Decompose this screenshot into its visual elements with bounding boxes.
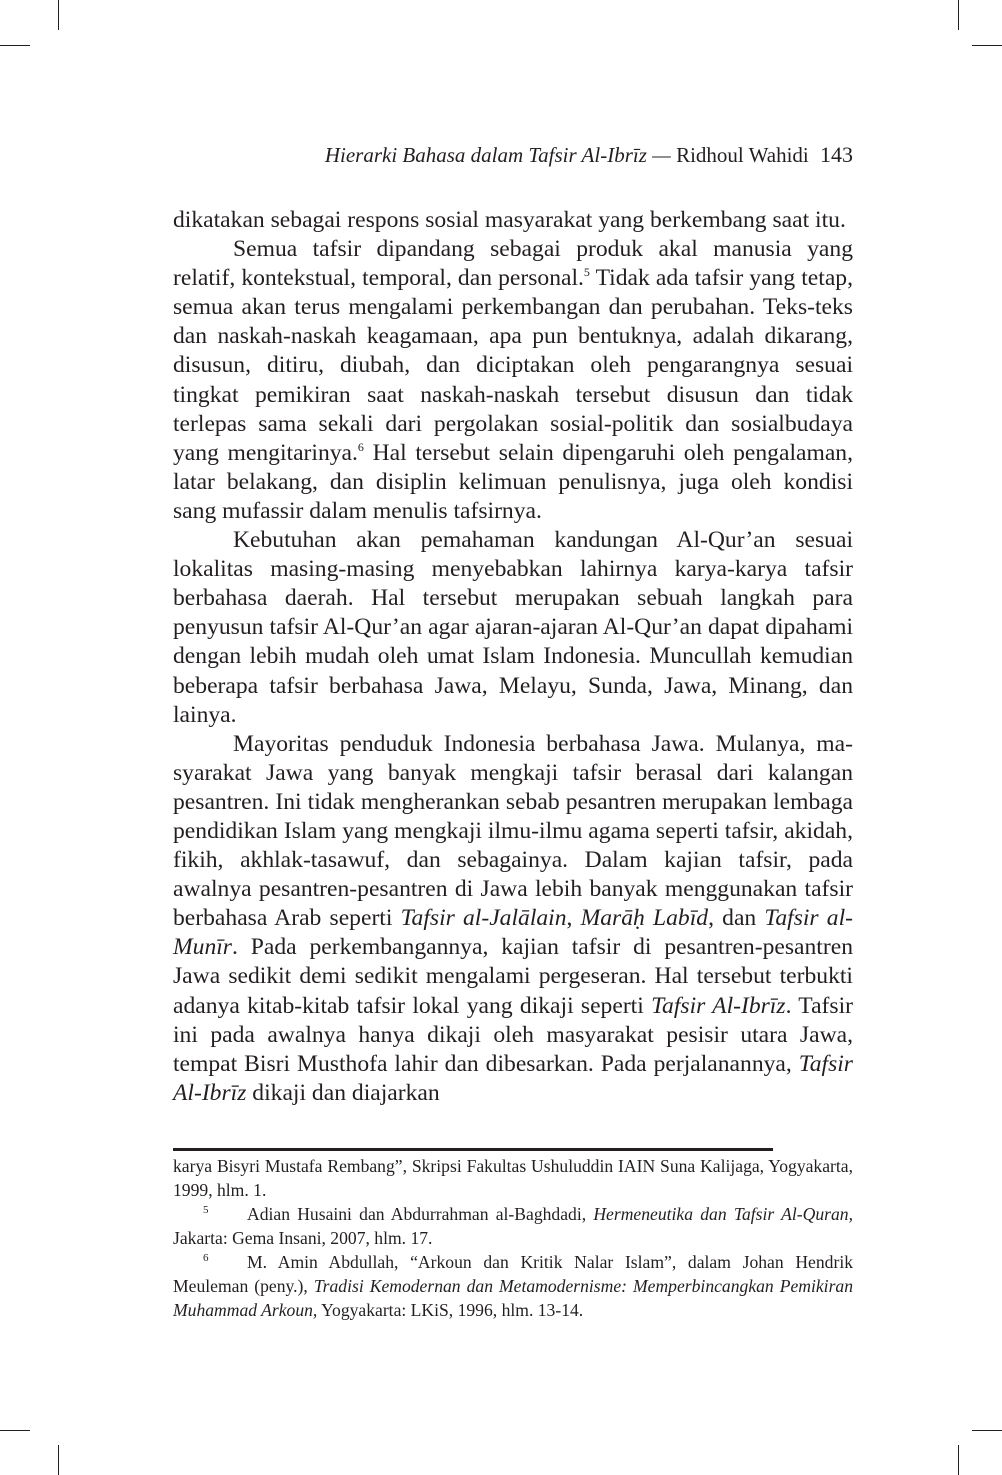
running-head-title: Hierarki Bahasa dalam Tafsir Al-Ibrīz —: [324, 143, 671, 167]
paragraph-4-text-c: , dan: [708, 905, 765, 932]
running-head-author: Ridhoul Wahidi: [676, 143, 809, 167]
footnote-ref-5: 5: [583, 265, 590, 280]
paragraph-4-text-b: ,: [566, 905, 581, 932]
paragraph-1: dikatakan sebagai respons sosial masyarakat yang berkembang saat itu.: [173, 207, 846, 233]
paragraph-2-text-a: Semua tafsir dipandang sebagai produk akal manusia yang relatif, kontekstual, temporal, dan personal.: [173, 236, 853, 292]
paragraph-2: [173, 235, 853, 526]
body-text: [173, 206, 853, 1108]
book-title-munir: Tafsir al-Munīr: [173, 905, 853, 961]
footnote-ref-6: 6: [357, 439, 364, 454]
paragraph-4-text-d: . Pada perkembangannya, kajian tafsir di pesantren-pesantren Jawa sedikit demi sedikit mengalami pergeseran. Hal tersebut terbukti adanya kitab-kitab tafsir lokal yang dikaji seperti: [173, 934, 853, 1019]
page-number: 143: [820, 142, 853, 167]
paragraph-4-text-a: Mayoritas penduduk Indonesia berbahasa Jawa. Mulanya, masyarakat Jawa yang banyak mengkaji tafsir berasal dari kalangan pesantren. Ini tidak mengherankan sebab pesantren merupakan lembaga pendidikan Islam yang mengkaji ilmu-ilmu agama seperti tafsir, akidah, fikih, akhlak-tasawuf, dan sebagainya. Dalam kajian tafsir, pada awalnya pesantren-pesantren di Jawa lebih banyak menggunakan tafsir berbahasa Arab seperti: [173, 730, 853, 932]
footnote-5-title: Hermeneutika dan Tafsir Al-Quran,: [593, 1204, 853, 1224]
book-title-ibriz: Tafsir Al-Ibrīz: [651, 992, 786, 1019]
book-title-marah-labid: Marāḥ Labīd: [580, 905, 709, 932]
crop-mark-top-left: [0, 45, 30, 46]
paragraph-4: [173, 730, 853, 1108]
crop-mark-bottom-right: [972, 1430, 1002, 1431]
paragraph-4-text-e: . Tafsir ini pada awalnya hanya dikaji oleh masyarakat pesisir utara Jawa, tempat Bisri Musthofa lahir dan dibesarkan. Pada perjalanannya,: [173, 992, 853, 1077]
crop-mark-top-left: [58, 0, 59, 30]
footnote-6: 6 M. Amin Abdullah, “Arkoun dan Kritik Nalar Islam”, dalam Johan Hendrik Meuleman (peny.), Tradisi Kemodernan dan Metamodernisme: Memperbincangkan Pemikiran Muhammad Arkoun, Yogyakarta: LKiS, 1996, hlm. 13-14.: [173, 1252, 854, 1320]
footnote-6-text-b: Yogyakarta: LKiS, 1996, hlm. 13-14.: [317, 1300, 584, 1320]
paragraph-2-text-b: Tidak ada tafsir yang tetap, semua akan terus mengalami perkembangan dan perubahan. Teks-teks dan naskah-naskah keagamaan, apa pun bentuknya, adalah dikarang, disusun, ditiru, diubah, dan diciptakan oleh pengarangnya sesuai tingkat pemikiran saat naskah-naskah tersebut disusun dan tidak terlepas sama sekali dari pergolakan sosial-politik dan sosialbudaya yang mengitarinya.: [173, 265, 853, 466]
footnote-5-text-b: Jakarta: Gema Insani, 2007, hlm. 17.: [173, 1228, 433, 1248]
paragraph-4-text-f: dikaji dan diajarkan: [246, 1079, 440, 1106]
footnote-6-title: Tradisi Kemodernan dan Metamodernisme: Memperbincangkan Pemikiran Muhammad Arkoun,: [173, 1276, 854, 1320]
paragraph-3: Kebutuhan akan pemahaman kandungan Al-Qur’an sesuai lokalitas masing-masing menyebabkan lahirnya karya-karya tafsir berbahasa daerah. Hal tersebut merupakan sebuah langkah para penyusun tafsir Al-Qur’an agar ajaran-ajaran Al-Qur’an dapat dipahami dengan lebih mudah oleh umat Islam Indonesia. Muncullah kemudian beberapa tafsir berbahasa Jawa, Melayu, Sunda, Jawa, Minang, dan lainya.: [173, 527, 853, 728]
crop-mark-bottom-left: [58, 1445, 59, 1475]
footnote-continuation: karya Bisyri Mustafa Rembang”, Skripsi Fakultas Ushuluddin IAIN Suna Kalijaga, Yogyakarta, 1999, hlm. 1.: [173, 1156, 853, 1200]
crop-mark-top-right: [958, 0, 959, 30]
crop-mark-top-right: [972, 45, 1002, 46]
crop-mark-bottom-right: [958, 1445, 959, 1475]
footnote-5: 5 Adian Husaini dan Abdurrahman al-Baghdadi, Hermeneutika dan Tafsir Al-Quran, Jakarta: Gema Insani, 2007, hlm. 17.: [173, 1204, 853, 1248]
footnote-rule: [173, 1148, 773, 1151]
footnote-6-text-a: M. Amin Abdullah, “Arkoun dan Kritik Nalar Islam”, dalam Johan Hendrik Meuleman (peny.),: [173, 1252, 853, 1296]
book-title-ibriz-2: Tafsir Al-Ibrīz: [173, 1050, 853, 1106]
crop-mark-bottom-left: [0, 1430, 30, 1431]
footnote-5-text-a: Adian Husaini dan Abdurrahman al-Baghdadi,: [247, 1204, 594, 1224]
running-head: [172, 141, 853, 169]
footnotes: [173, 1154, 853, 1322]
book-title-jalalain: Tafsir al-Jalālain: [400, 905, 567, 932]
paragraph-2-text-c: Hal tersebut selain dipengaruhi oleh pengalaman, latar belakang, dan disiplin kelimuan penulisnya, juga oleh kondisi sang mufassir dalam menulis tafsirnya.: [173, 439, 853, 524]
